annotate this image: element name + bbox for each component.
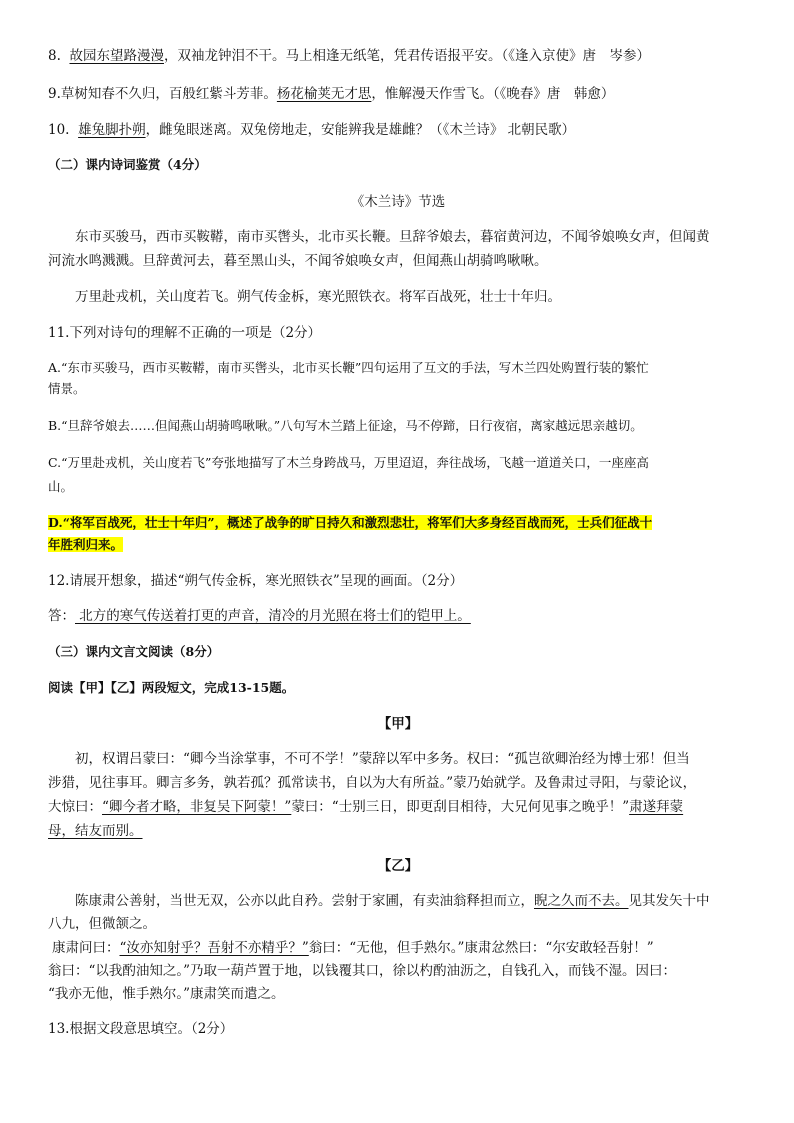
- reading-intro: 阅读【甲】【乙】两段短文，完成13-15题。: [48, 680, 295, 695]
- q11-option-a-cont: 情景。: [48, 381, 86, 396]
- q11-option-d-highlight-cont: 年胜利归来。: [48, 537, 124, 552]
- passage-jia-line-3: 大惊曰：“卿今者才略，非复吴下阿蒙！”蒙曰：“士别三日，即更刮目相待，大兄何见事之晚乎！”肃遂拜蒙: [48, 799, 684, 815]
- passage-jia-underline-1: “卿今者才略，非复吴下阿蒙！”: [102, 799, 292, 815]
- question-10: [48, 120, 748, 140]
- q11-option-c-cont: 山。: [48, 479, 74, 494]
- poem-paragraph-1-line-1: 东市买骏马，西市买鞍鞯，南市买辔头，北市买长鞭。旦辞爷娘去，暮宿黄河边，不闻爷娘唤女声，但闻黄: [75, 229, 710, 245]
- passage-yi-line-2: 八九，但微颔之。: [48, 916, 156, 932]
- passage-jia-underline-2: 肃遂拜蒙: [629, 799, 684, 815]
- passage-yi-underline-1: 睨之久而不去。: [534, 893, 629, 909]
- q11-option-d-cont: [48, 535, 748, 555]
- poem-paragraph-2: 万里赴戎机，关山度若飞。朔气传金柝，寒光照铁衣。将军百战死，壮士十年归。: [75, 289, 561, 305]
- q10-answer-blank: 雄兔脚扑朔: [78, 122, 146, 138]
- passage-jia-title: 【甲】: [377, 716, 419, 732]
- q8-answer-blank: 故园东望路漫漫: [69, 48, 164, 64]
- poem-title: 《木兰诗》节选: [350, 194, 446, 210]
- q11-option-b: B.“旦辞爷娘去……但闻燕山胡骑鸣啾啾。”八句写木兰踏上征途，马不停蹄，日行夜宿，离家越远思亲越切。: [48, 418, 643, 433]
- q11-stem: 11.下列对诗句的理解不正确的一项是（2分）: [48, 325, 322, 341]
- question-9: [48, 84, 748, 104]
- question-8: [48, 46, 748, 66]
- poem-paragraph-1-line-2: 河流水鸣溅溅。旦辞黄河去，暮至黑山头，不闻爷娘唤女声，但闻燕山胡骑鸣啾啾。: [48, 253, 548, 269]
- q9-text: 9.草树知春不久归，百般红紫斗芳菲。: [48, 86, 277, 102]
- q11-option-c: C.“万里赴戎机，关山度若飞”夸张地描写了木兰身跨战马，万里迢迢，奔往战场，飞越一道道关口，一座座高: [48, 455, 649, 470]
- q12-answer: [48, 606, 748, 626]
- q12-answer-text: 北方的寒气传送着打更的声音，清冷的月光照在将士们的铠甲上。: [75, 608, 471, 624]
- q13-stem: 13.根据文段意思填空。（2分）: [48, 1021, 234, 1037]
- q11-option-a: A.“东市买骏马，西市买鞍鞯，南市买辔头，北市买长鞭”四句运用了互文的手法，写木兰四处购置行装的繁忙: [48, 360, 649, 375]
- section-3-heading: （三）课内文言文阅读（8分）: [48, 644, 220, 659]
- section-2-heading: （二）课内诗词鉴赏（4分）: [48, 157, 207, 172]
- passage-yi-line-5: “我亦无他，惟手熟尔。”康肃笑而遣之。: [48, 986, 285, 1002]
- q10-text: ，雌兔眼迷离。双兔傍地走，安能辨我是雄雌？（《木兰诗》 北朝民歌）: [145, 122, 576, 138]
- passage-yi-line-3: 康肃问曰：“汝亦知射乎？吾射不亦精乎？”翁曰：“无他，但手熟尔。”康肃忿然曰：“尔安敢轻吾射！”: [52, 940, 654, 956]
- answer-label: 答：: [48, 608, 75, 624]
- passage-yi-underline-2: “汝亦知射乎？吾射不亦精乎？”: [119, 940, 309, 956]
- q8-number: 8.: [48, 48, 61, 64]
- passage-jia-line-4: [48, 821, 748, 841]
- q9-answer-blank: 杨花榆荚无才思: [276, 86, 372, 102]
- passage-yi-line-1: 陈康肃公善射，当世无双，公亦以此自矜。尝射于家圃，有卖油翁释担而立，睨之久而不去。见其发矢十中: [75, 893, 710, 909]
- passage-yi-line-4: 翁曰：“以我酌油知之。”乃取一葫芦置于地，以钱覆其口，徐以杓酌油沥之，自钱孔入，而钱不湿。因曰：: [48, 963, 677, 979]
- q12-stem: 12.请展开想象，描述“朔气传金柝，寒光照铁衣”呈现的画面。（2分）: [48, 573, 464, 589]
- q8-text: ，双袖龙钟泪不干。马上相逢无纸笔，凭君传语报平安。（《逢入京使》唐 岑参）: [163, 48, 650, 64]
- q9-text-rest: ，惟解漫天作雪飞。（《晚春》唐 韩愈）: [371, 86, 615, 102]
- passage-jia-line-1: 初，权谓吕蒙曰：“卿今当涂掌事，不可不学！”蒙辞以军中多务。权曰：“孤岂欲卿治经为博士邪！但当: [75, 751, 690, 767]
- passage-jia-line-2: 涉猎，见往事耳。卿言多务，孰若孤？孤常读书，自以为大有所益。”蒙乃始就学。及鲁肃过寻阳，与蒙论议，: [48, 775, 697, 791]
- q10-number: 10.: [48, 122, 70, 138]
- passage-jia-underline-2-cont: 母，结友而别。: [48, 823, 143, 839]
- q11-option-d-highlight: D.“将军百战死，壮士十年归”，概述了战争的旷日持久和激烈悲壮，将军们大多身经百战而死，士兵们征战十: [48, 515, 653, 530]
- q11-option-d: [48, 513, 748, 533]
- passage-yi-title: 【乙】: [377, 858, 419, 874]
